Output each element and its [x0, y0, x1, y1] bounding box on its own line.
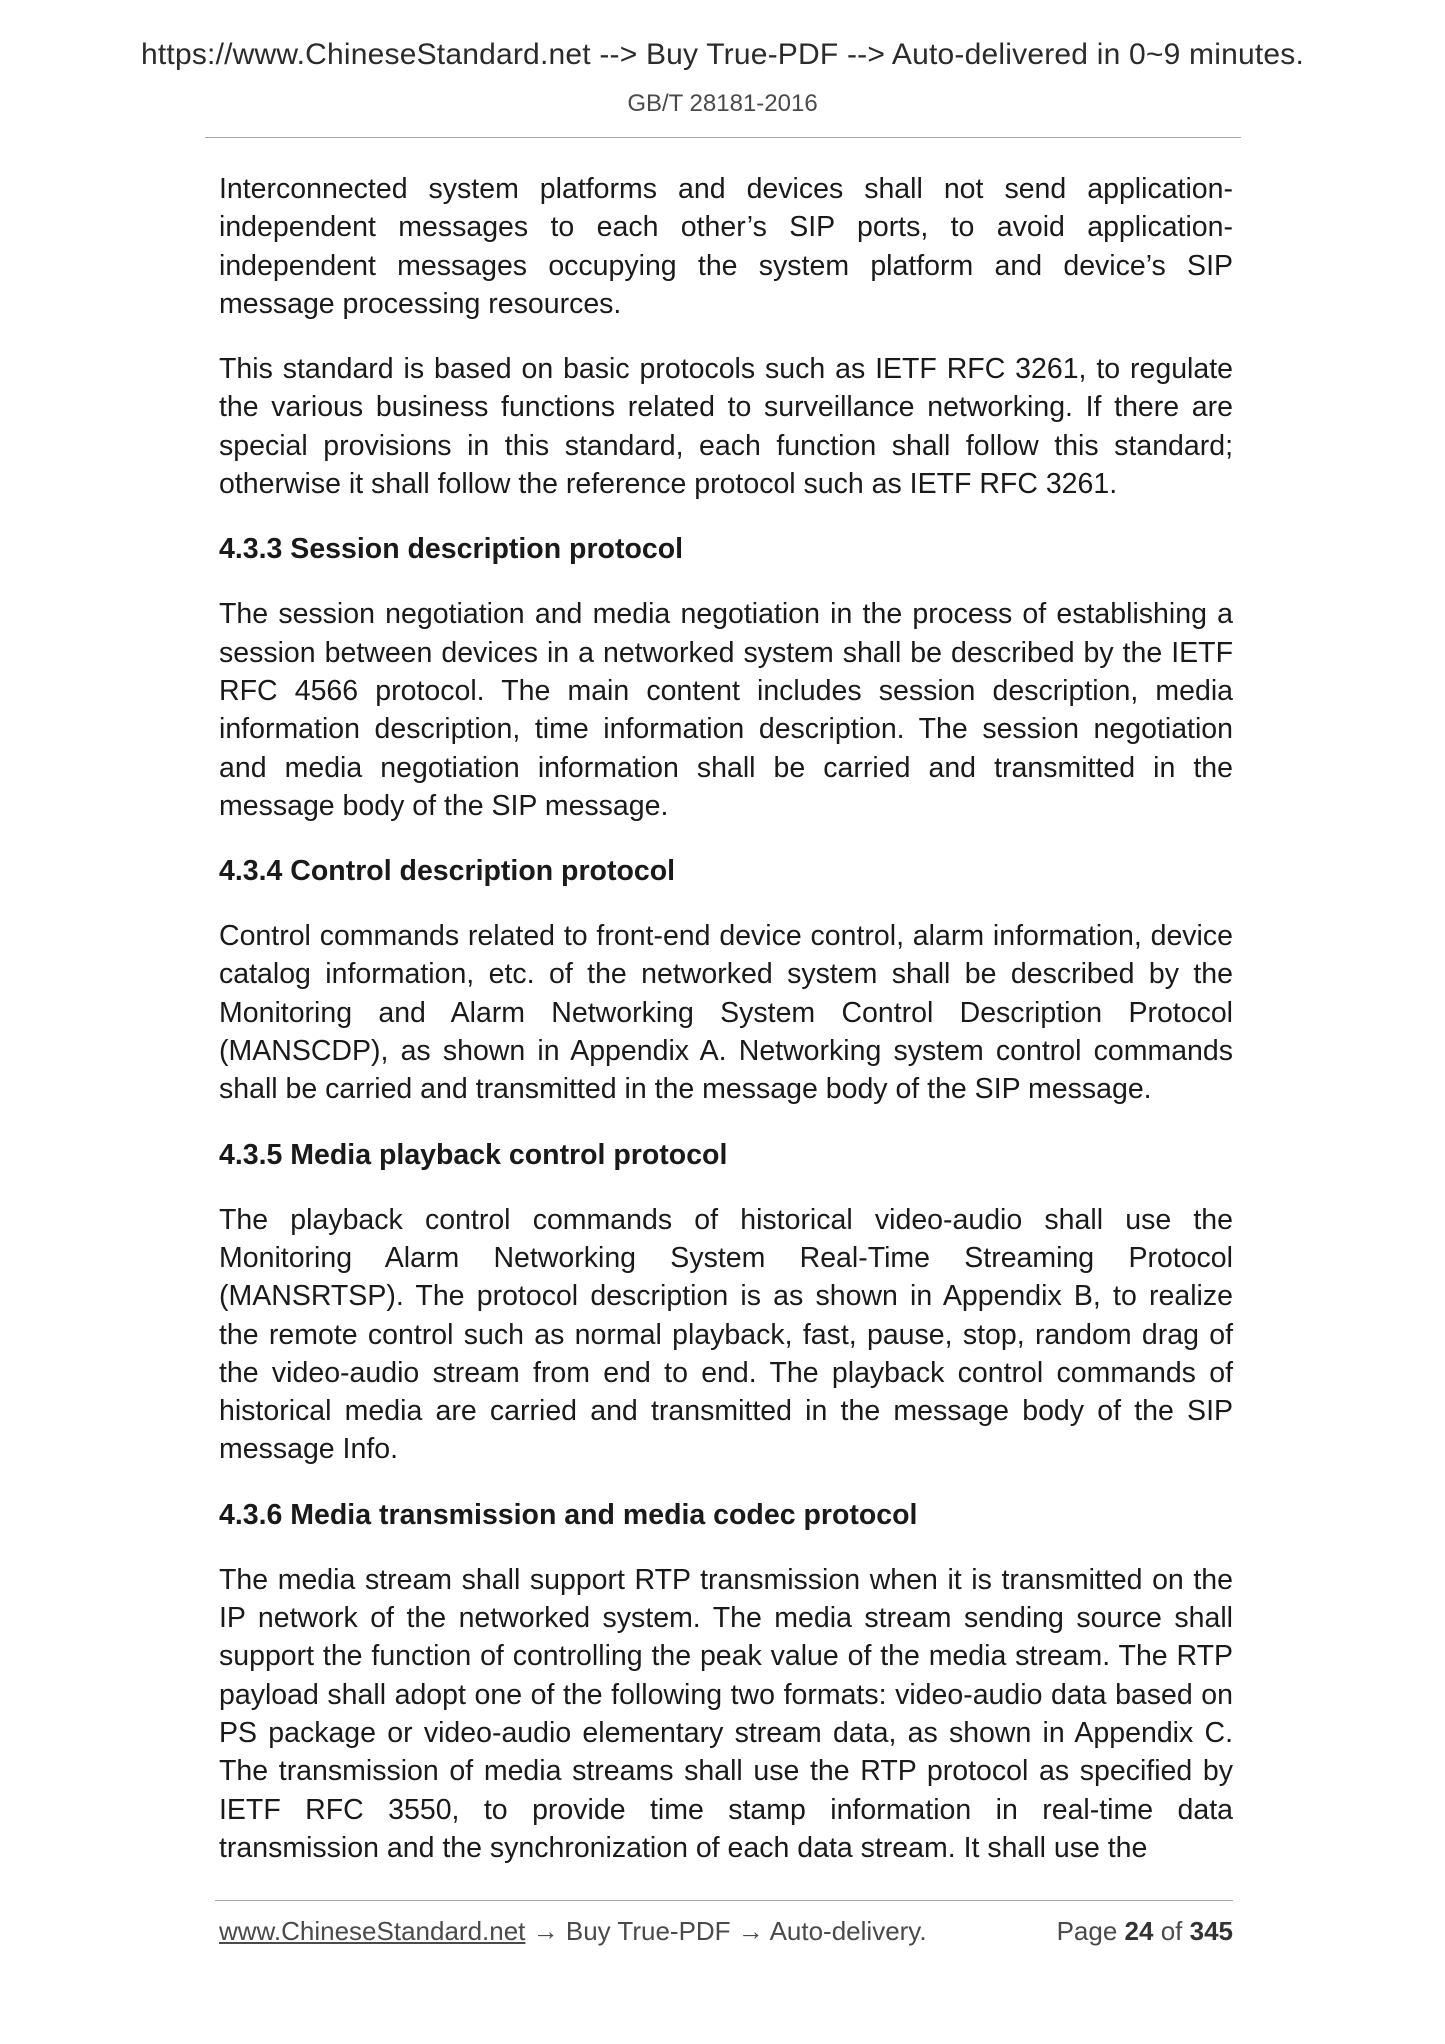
page-number: 24 [1124, 1916, 1154, 1946]
footer-divider [215, 1900, 1233, 1901]
source-banner: https://www.ChineseStandard.net --> Buy True-PDF --> Auto-delivered in 0~9 minutes. [141, 38, 1304, 71]
footer-tagline: → Buy True-PDF → Auto-delivery. [525, 1916, 927, 1946]
paragraph: The session negotiation and media negotiation in the process of establishing a session between devices in a networked system shall be described by the IETF RFC 4566 protocol. The main content includes session description, media information description, time information description. The session negotiation and media negotiation information shall be carried and transmitted in the message body of the SIP message. [219, 598, 1233, 822]
paragraph: Interconnected system platforms and devices shall not send application-independent messages to each other’s SIP ports, to avoid application-independent messages occupying the system platform and device’s SIP message processing resources. [219, 173, 1233, 320]
page-counter [1057, 1916, 1233, 1947]
paragraph: The playback control commands of historical video-audio shall use the Monitoring Alarm Networking System Real-Time Streaming Protocol (MANSRTSP). The protocol description is as shown in Appendix B, to realize the remote control such as normal playback, fast, pause, stop, random drag of the video-audio stream from end to end. The playback control commands of historical media are carried and transmitted in the message body of the SIP message Info. [219, 1203, 1233, 1466]
section-heading-4-3-5: 4.3.5 Media playback control protocol [219, 1138, 728, 1171]
paragraph: This standard is based on basic protocols such as IETF RFC 3261, to regulate the various business functions related to surveillance networking. If there are special provisions in this standard, each function shall follow this standard; otherwise it shall follow the reference protocol such as IETF RFC 3261. [219, 353, 1233, 501]
section-heading-4-3-3: 4.3.3 Session description protocol [219, 533, 684, 566]
header-divider [205, 137, 1241, 138]
of-label: of [1160, 1916, 1183, 1946]
footer-site-link[interactable]: www.ChineseStandard.net [219, 1916, 526, 1946]
section-heading-4-3-6: 4.3.6 Media transmission and media codec protocol [219, 1498, 918, 1531]
document-code: GB/T 28181-2016 [627, 90, 818, 117]
footer-left [219, 1916, 927, 1947]
paragraph: Control commands related to front-end device control, alarm information, device catalog information, etc. of the networked system shall be described by the Monitoring and Alarm Networking System Control Description Protocol (MANSCDP), as shown in Appendix A. Networking system control commands shall be carried and transmitted in the message body of the SIP message. [219, 920, 1233, 1106]
page-body [219, 170, 1233, 1894]
page-label: Page [1056, 1916, 1118, 1946]
section-heading-4-3-4: 4.3.4 Control description protocol [219, 855, 676, 888]
page-total: 345 [1189, 1916, 1233, 1946]
paragraph: The media stream shall support RTP transmission when it is transmitted on the IP network of the networked system. The media stream sending source shall support the function of controlling the peak value of the media stream. The RTP payload shall adopt one of the following two formats: video-audio data based on PS package or video-audio elementary stream data, as shown in Appendix C. The transmission of media streams shall use the RTP protocol as specified by IETF RFC 3550, to provide time stamp information in real-time data transmission and the synchronization of each data stream. It shall use the [219, 1563, 1233, 1864]
page-footer [219, 1916, 1233, 1952]
